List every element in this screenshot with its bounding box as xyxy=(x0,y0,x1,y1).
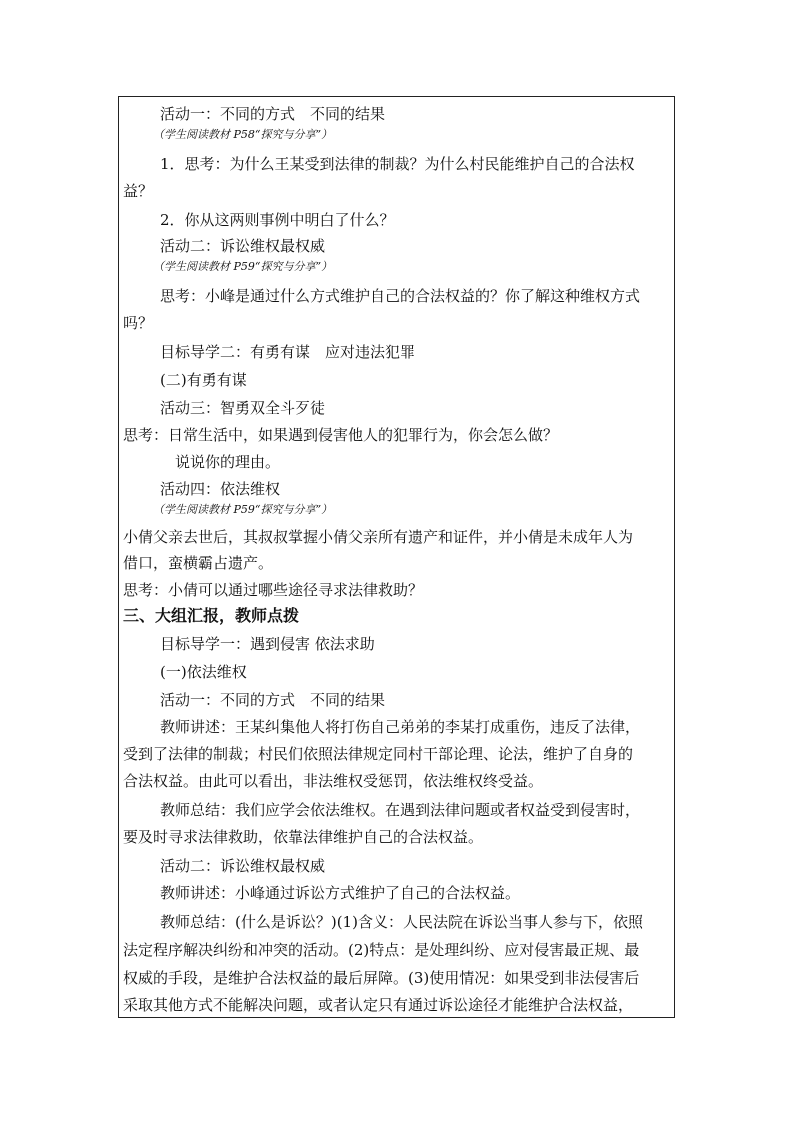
reading-note: （学生阅读教材 P58“探究与分享”） xyxy=(153,128,333,141)
activity-2-heading: 活动二：诉讼维权最权威 xyxy=(160,857,326,875)
subheading: (一)依法维权 xyxy=(160,663,247,681)
teacher-summary-cont: 法定程序解决纠纷和冲突的活动。(2)特点：是处理纠纷、应对侵害最正规、最 xyxy=(123,941,640,959)
activity-1-heading: 活动一：不同的方式 不同的结果 xyxy=(160,691,386,709)
teacher-paragraph: 教师讲述：小峰通过诉讼方式维护了自己的合法权益。 xyxy=(160,884,521,902)
think-paragraph-cont: 吗？ xyxy=(123,314,154,332)
reading-note: （学生阅读教材 P59“探究与分享”） xyxy=(153,503,333,516)
goal-heading-1: 目标导学一：遇到侵害 依法求助 xyxy=(160,635,375,653)
subheading: (二)有勇有谋 xyxy=(160,371,247,389)
activity-4-heading: 活动四：依法维权 xyxy=(160,480,281,498)
think-paragraph-cont: 说说你的理由。 xyxy=(175,453,281,471)
activity-3-heading: 活动三：智勇双全斗歹徒 xyxy=(160,399,326,417)
reading-note: （学生阅读教材 P59“探究与分享”） xyxy=(153,260,333,273)
activity-1-heading: 活动一：不同的方式 不同的结果 xyxy=(160,105,386,123)
teacher-summary-cont: 要及时寻求法律救助，依靠法律维护自己的合法权益。 xyxy=(123,828,484,846)
teacher-paragraph-cont: 受到了法律的制裁；村民们依照法律规定同村干部论理、论法，维护了自身的 xyxy=(123,745,634,763)
teacher-summary: 教师总结：我们应学会依法维权。在遇到法律问题或者权益受到侵害时， xyxy=(160,801,641,819)
case-paragraph-cont: 借口，蛮横霸占遗产。 xyxy=(123,554,274,572)
think-paragraph: 思考：日常生活中，如果遇到侵害他人的犯罪行为，你会怎么做？ xyxy=(123,426,559,444)
case-paragraph: 小倩父亲去世后，其叔叔掌握小倩父亲所有遗产和证件，并小倩是未成年人为 xyxy=(123,528,634,546)
teacher-paragraph: 教师讲述：王某纠集他人将打伤自己弟弟的李某打成重伤，违反了法律， xyxy=(160,718,641,736)
question-1-cont: 益？ xyxy=(123,182,154,200)
teacher-summary: 教师总结：(什么是诉讼？)(1)含义：人民法院在诉讼当事人参与下，依照 xyxy=(160,913,643,931)
goal-heading-2: 目标导学二：有勇有谋 应对违法犯罪 xyxy=(160,343,416,361)
section-heading: 三、大组汇报，教师点拨 xyxy=(123,606,300,625)
think-paragraph: 思考：小倩可以通过哪些途径寻求法律救助？ xyxy=(123,581,424,599)
activity-2-heading: 活动二：诉讼维权最权威 xyxy=(160,237,326,255)
question-2: 2．你从这两则事例中明白了什么？ xyxy=(160,211,395,229)
think-paragraph: 思考：小峰是通过什么方式维护自己的合法权益的？你了解这种维权方式 xyxy=(160,287,641,305)
teacher-summary-cont: 采取其他方式不能解决问题，或者认定只有通过诉讼途径才能维护合法权益， xyxy=(123,996,634,1014)
teacher-paragraph-cont: 合法权益。由此可以看出，非法维权受惩罚，依法维权终受益。 xyxy=(123,772,544,790)
question-1: 1．思考：为什么王某受到法律的制裁？为什么村民能维护自己的合法权 xyxy=(160,155,635,173)
teacher-summary-cont: 权威的手段，是维护合法权益的最后屏障。(3)使用情况：如果受到非法侵害后 xyxy=(123,969,640,987)
